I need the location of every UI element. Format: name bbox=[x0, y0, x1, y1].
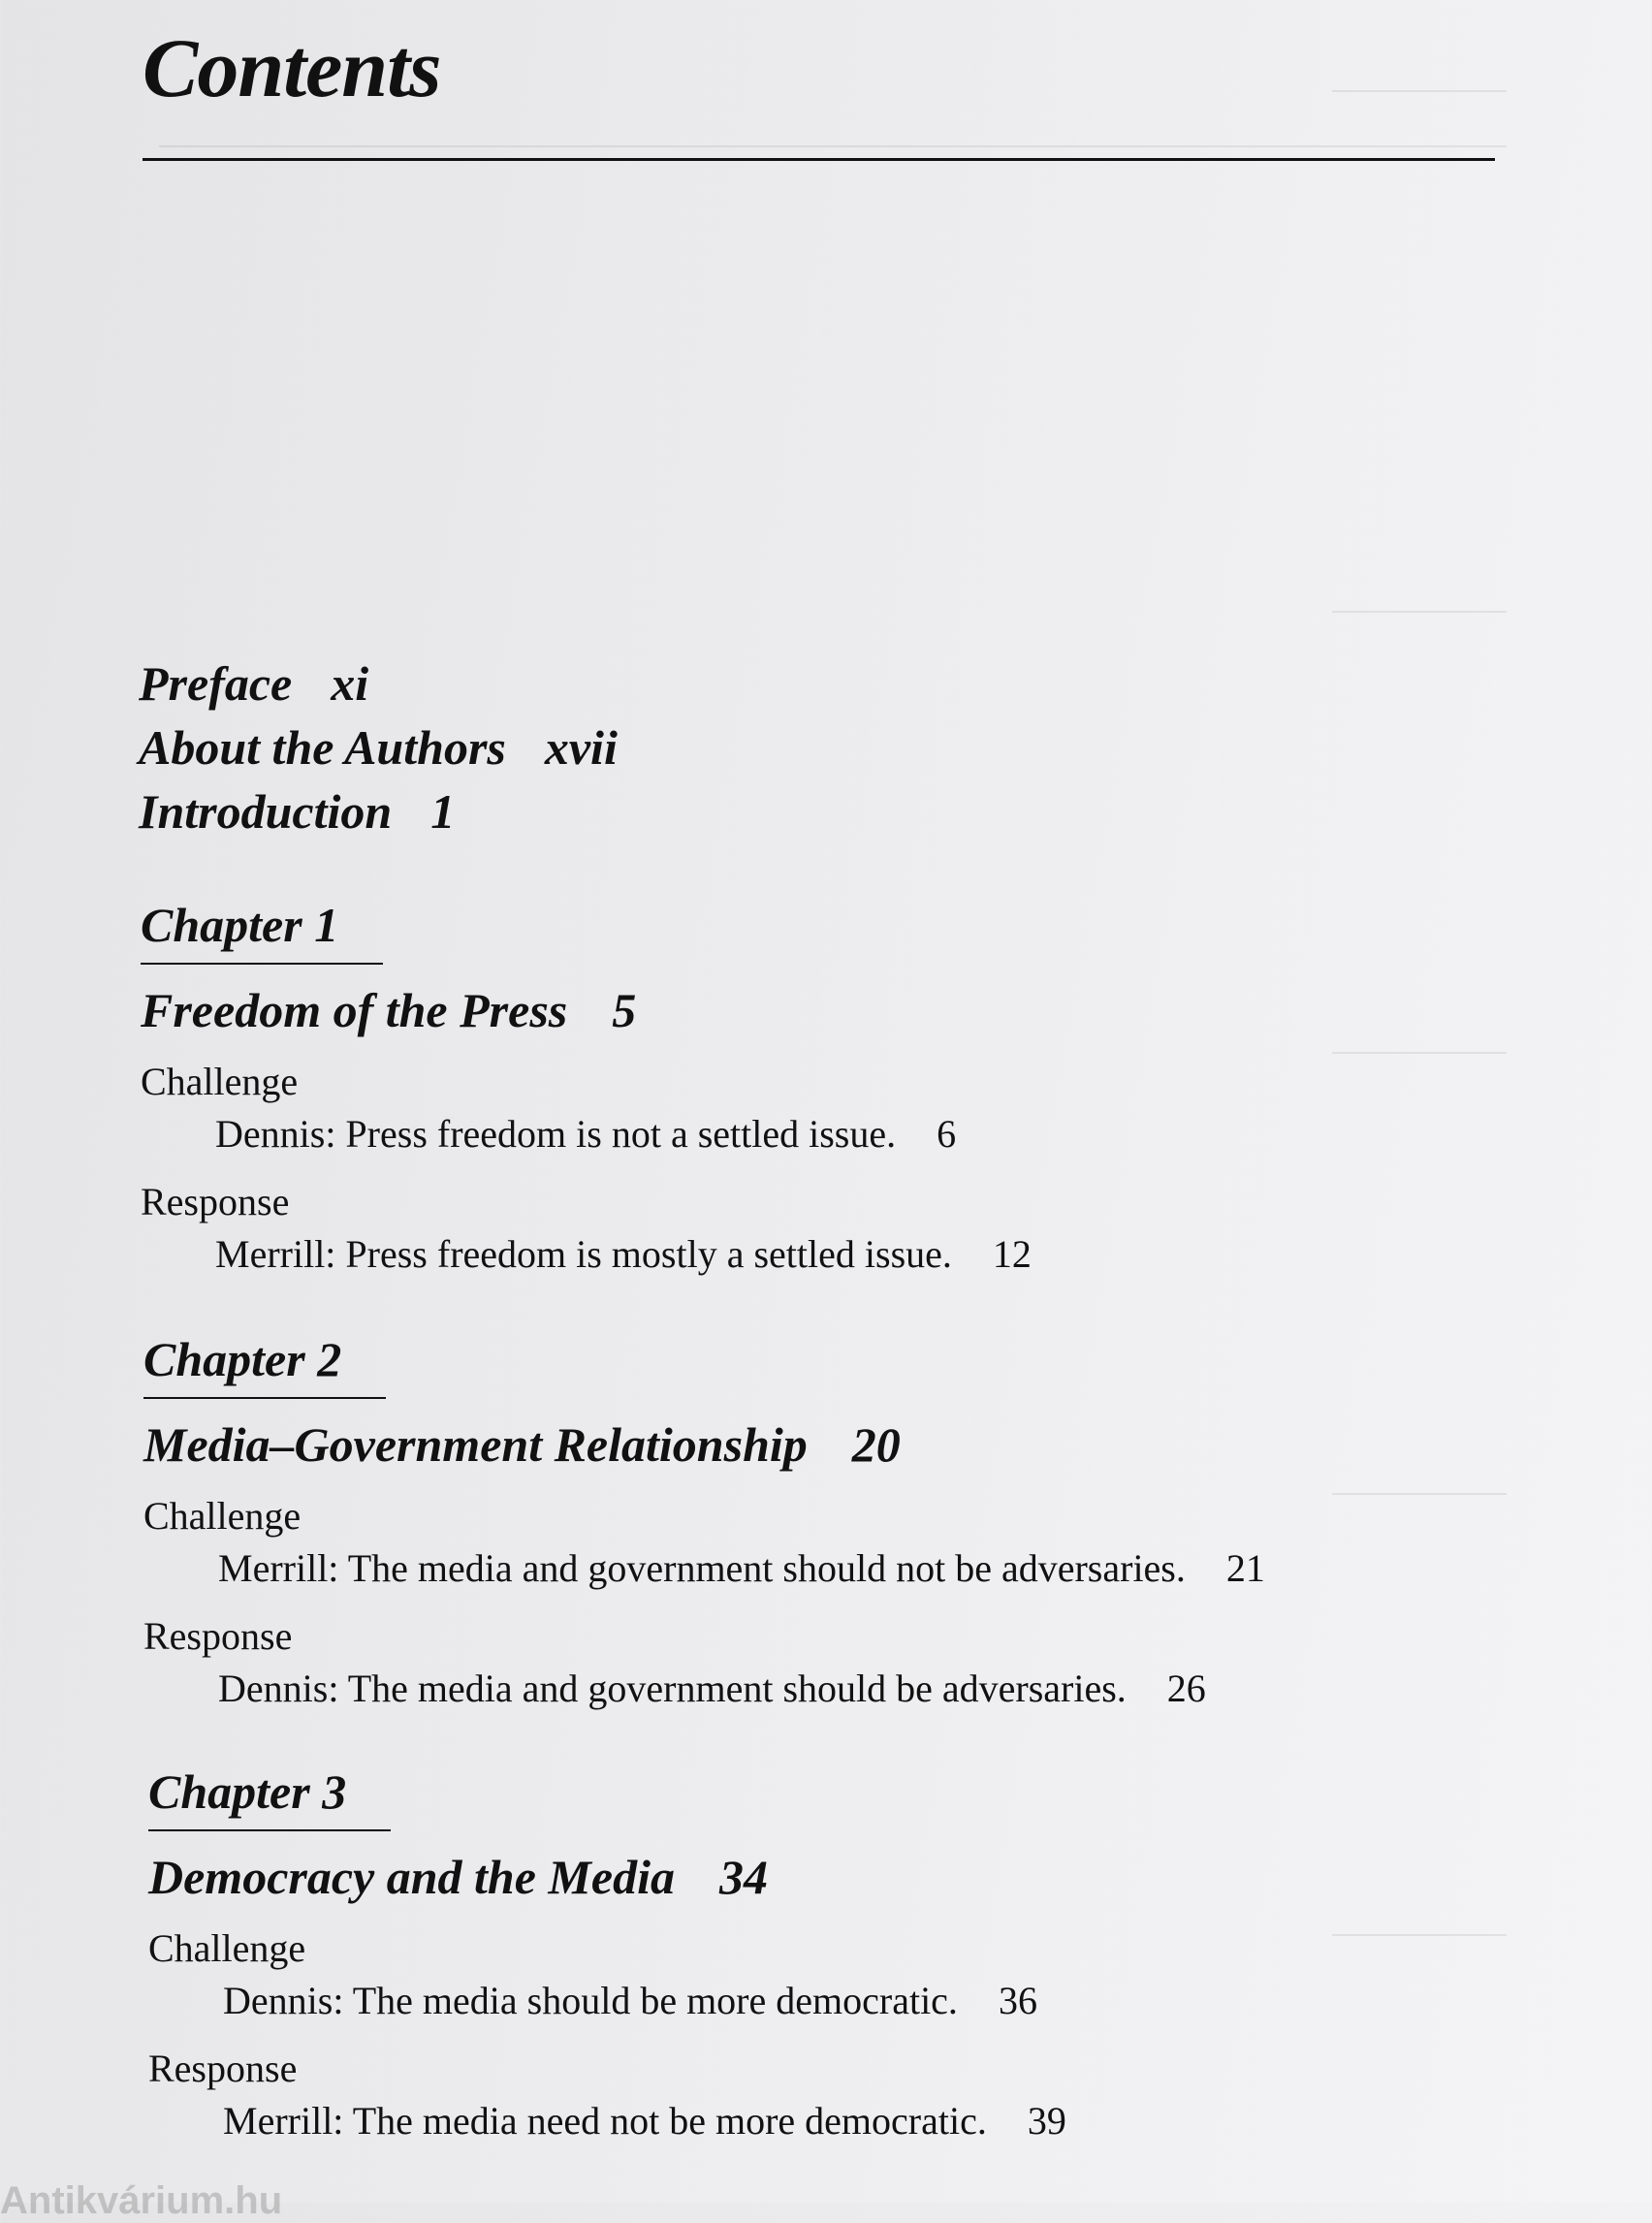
entry-page: 39 bbox=[1027, 2099, 1066, 2143]
front-matter-introduction bbox=[139, 779, 618, 843]
response-label: Response bbox=[143, 1614, 293, 1658]
challenge-entry bbox=[223, 1975, 1066, 2027]
chapter-title bbox=[148, 1845, 1066, 1909]
entry-text: Dennis: The media and government should be adversaries. bbox=[218, 1667, 1127, 1710]
chapter-divider bbox=[143, 1397, 386, 1399]
front-matter-page: 1 bbox=[430, 784, 456, 839]
watermark: Antikvárium.hu bbox=[0, 2179, 283, 2222]
challenge-entry bbox=[215, 1108, 1032, 1160]
entry-page: 26 bbox=[1166, 1667, 1206, 1710]
chapter-3-block bbox=[148, 1763, 1066, 2147]
challenge-label: Challenge bbox=[148, 1926, 306, 1970]
challenge-entry bbox=[218, 1542, 1265, 1595]
response-label: Response bbox=[148, 2047, 298, 2090]
title-divider bbox=[143, 158, 1495, 161]
front-matter-page: xvii bbox=[544, 720, 618, 775]
chapter-2-block bbox=[143, 1331, 1265, 1715]
challenge-label: Challenge bbox=[141, 1060, 299, 1103]
chapter-page: 34 bbox=[718, 1850, 768, 1904]
front-matter-list bbox=[139, 651, 618, 843]
response-entry bbox=[223, 2095, 1066, 2147]
chapter-label: Chapter 1 bbox=[141, 898, 339, 952]
entry-text: Merrill: The media and government should not be adversaries. bbox=[218, 1546, 1186, 1590]
chapter-divider bbox=[148, 1829, 391, 1831]
chapter-title bbox=[143, 1413, 1265, 1477]
chapter-title bbox=[141, 978, 1032, 1042]
response-label: Response bbox=[141, 1180, 290, 1223]
front-matter-label: Preface bbox=[139, 656, 293, 711]
chapter-title-text: Democracy and the Media bbox=[148, 1850, 675, 1904]
front-matter-label: About the Authors bbox=[139, 720, 506, 775]
entry-page: 21 bbox=[1225, 1546, 1265, 1590]
entry-page: 36 bbox=[998, 1979, 1037, 2022]
entry-text: Dennis: Press freedom is not a settled issue. bbox=[215, 1112, 897, 1156]
front-matter-page: xi bbox=[331, 656, 369, 711]
chapter-1-block bbox=[141, 897, 1032, 1281]
page-title: Contents bbox=[143, 21, 441, 114]
entry-text: Merrill: Press freedom is mostly a settled issue. bbox=[215, 1232, 952, 1276]
chapter-title-text: Freedom of the Press bbox=[141, 983, 568, 1037]
response-entry bbox=[218, 1663, 1265, 1715]
entry-text: Dennis: The media should be more democratic. bbox=[223, 1979, 958, 2022]
front-matter-about-authors bbox=[139, 715, 618, 779]
front-matter-preface bbox=[139, 651, 618, 715]
chapter-page: 20 bbox=[851, 1417, 901, 1472]
front-matter-label: Introduction bbox=[139, 784, 393, 839]
entry-page: 12 bbox=[992, 1232, 1032, 1276]
entry-text: Merrill: The media need not be more democratic. bbox=[223, 2099, 987, 2143]
challenge-label: Challenge bbox=[143, 1494, 302, 1538]
chapter-label: Chapter 2 bbox=[143, 1332, 342, 1386]
chapter-label: Chapter 3 bbox=[148, 1764, 347, 1819]
chapter-title-text: Media–Government Relationship bbox=[143, 1417, 808, 1472]
entry-page: 6 bbox=[937, 1112, 957, 1156]
chapter-page: 5 bbox=[612, 983, 637, 1037]
response-entry bbox=[215, 1228, 1032, 1281]
chapter-divider bbox=[141, 963, 383, 965]
